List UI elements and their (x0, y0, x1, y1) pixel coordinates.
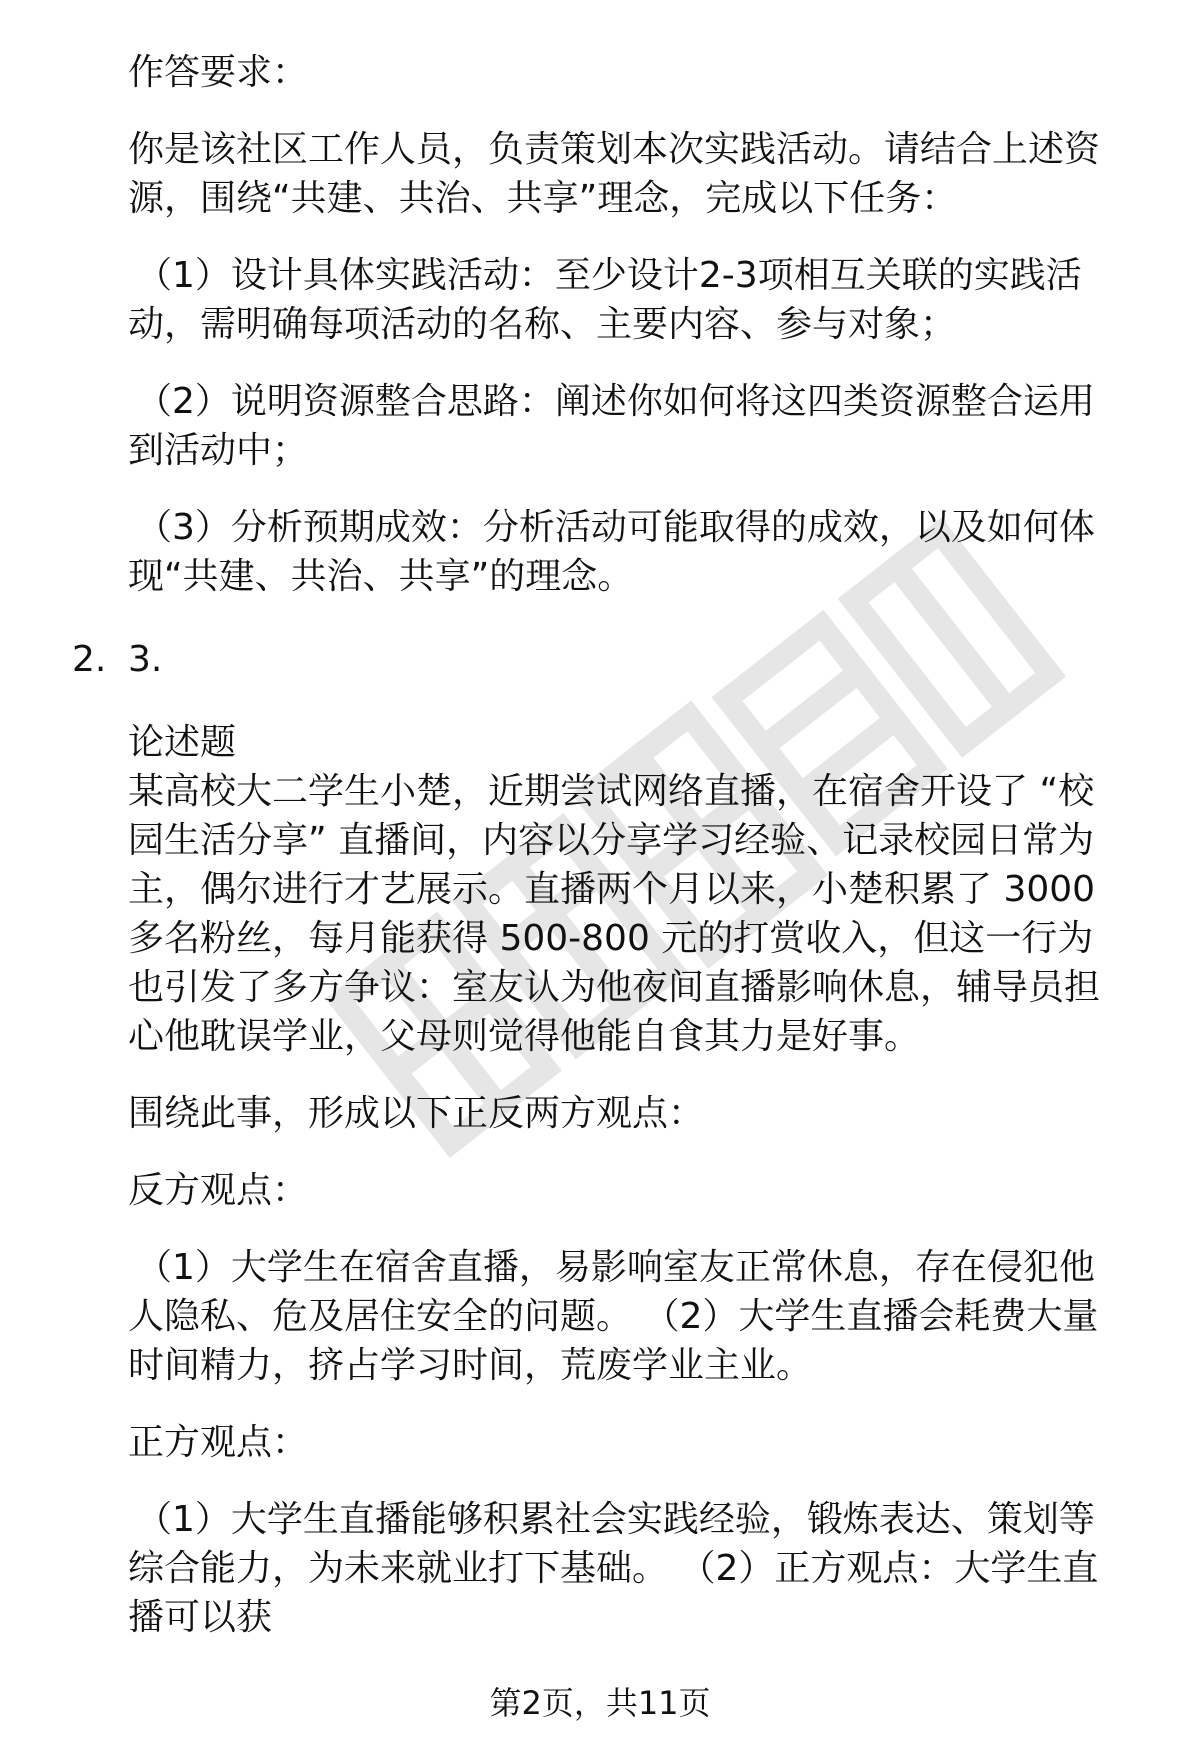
task-2: （2）说明资源整合思路：阐述你如何将这四类资源整合运用到活动中； (128, 381, 1095, 471)
item-number: 2. (72, 639, 107, 680)
task-1: （1）设计具体实践活动：至少设计2-3项相互关联的实践活动，需明确每项活动的名称、主要内容、参与对象； (128, 255, 1082, 345)
views-intro: 围绕此事，形成以下正反两方观点： (128, 1093, 705, 1134)
item-sub-number: 3. (128, 639, 163, 680)
pro-heading: 正方观点： (128, 1422, 309, 1463)
question-item-header (72, 635, 1128, 684)
question-type: 论述题 (128, 722, 237, 763)
pro-text: （1）大学生直播能够积累社会实践经验，锻炼表达、策划等综合能力，为未来就业打下基础。 （2）正方观点：大学生直播可以获 (128, 1499, 1099, 1638)
task-3: （3）分析预期成效：分析活动可能取得的成效，以及如何体现“共建、共治、共享”的理念。 (128, 507, 1095, 597)
con-heading: 反方观点： (128, 1170, 309, 1211)
document-body (72, 48, 1128, 1642)
case-text: 某高校大二学生小楚，近期尝试网络直播，在宿舍开设了 “校园生活分享” 直播间，内容以分享学习经验、记录校园日常为主，偶尔进行才艺展示。直播两个月以来，小楚积累了 3000 多名粉丝，每月能获得 500-800 元的打赏收入，但这一行为也引发了多方争议：室友认为他夜间直播影响休息，辅导员担心他耽误学业，父母则觉得他能自食其力是好事。 (128, 771, 1101, 1057)
task-intro: 你是该社区工作人员，负责策划本次实践活动。请结合上述资源，围绕“共建、共治、共享”理念，完成以下任务： (128, 129, 1101, 219)
con-text: （1）大学生在宿舍直播，易影响室友正常休息，存在侵犯他人隐私、危及居住安全的问题。 （2）大学生直播会耗费大量时间精力，挤占学习时间，荒废学业主业。 (128, 1247, 1099, 1386)
requirements-heading: 作答要求： (128, 52, 309, 93)
page-footer: 第2页，共11页 (489, 1684, 711, 1722)
